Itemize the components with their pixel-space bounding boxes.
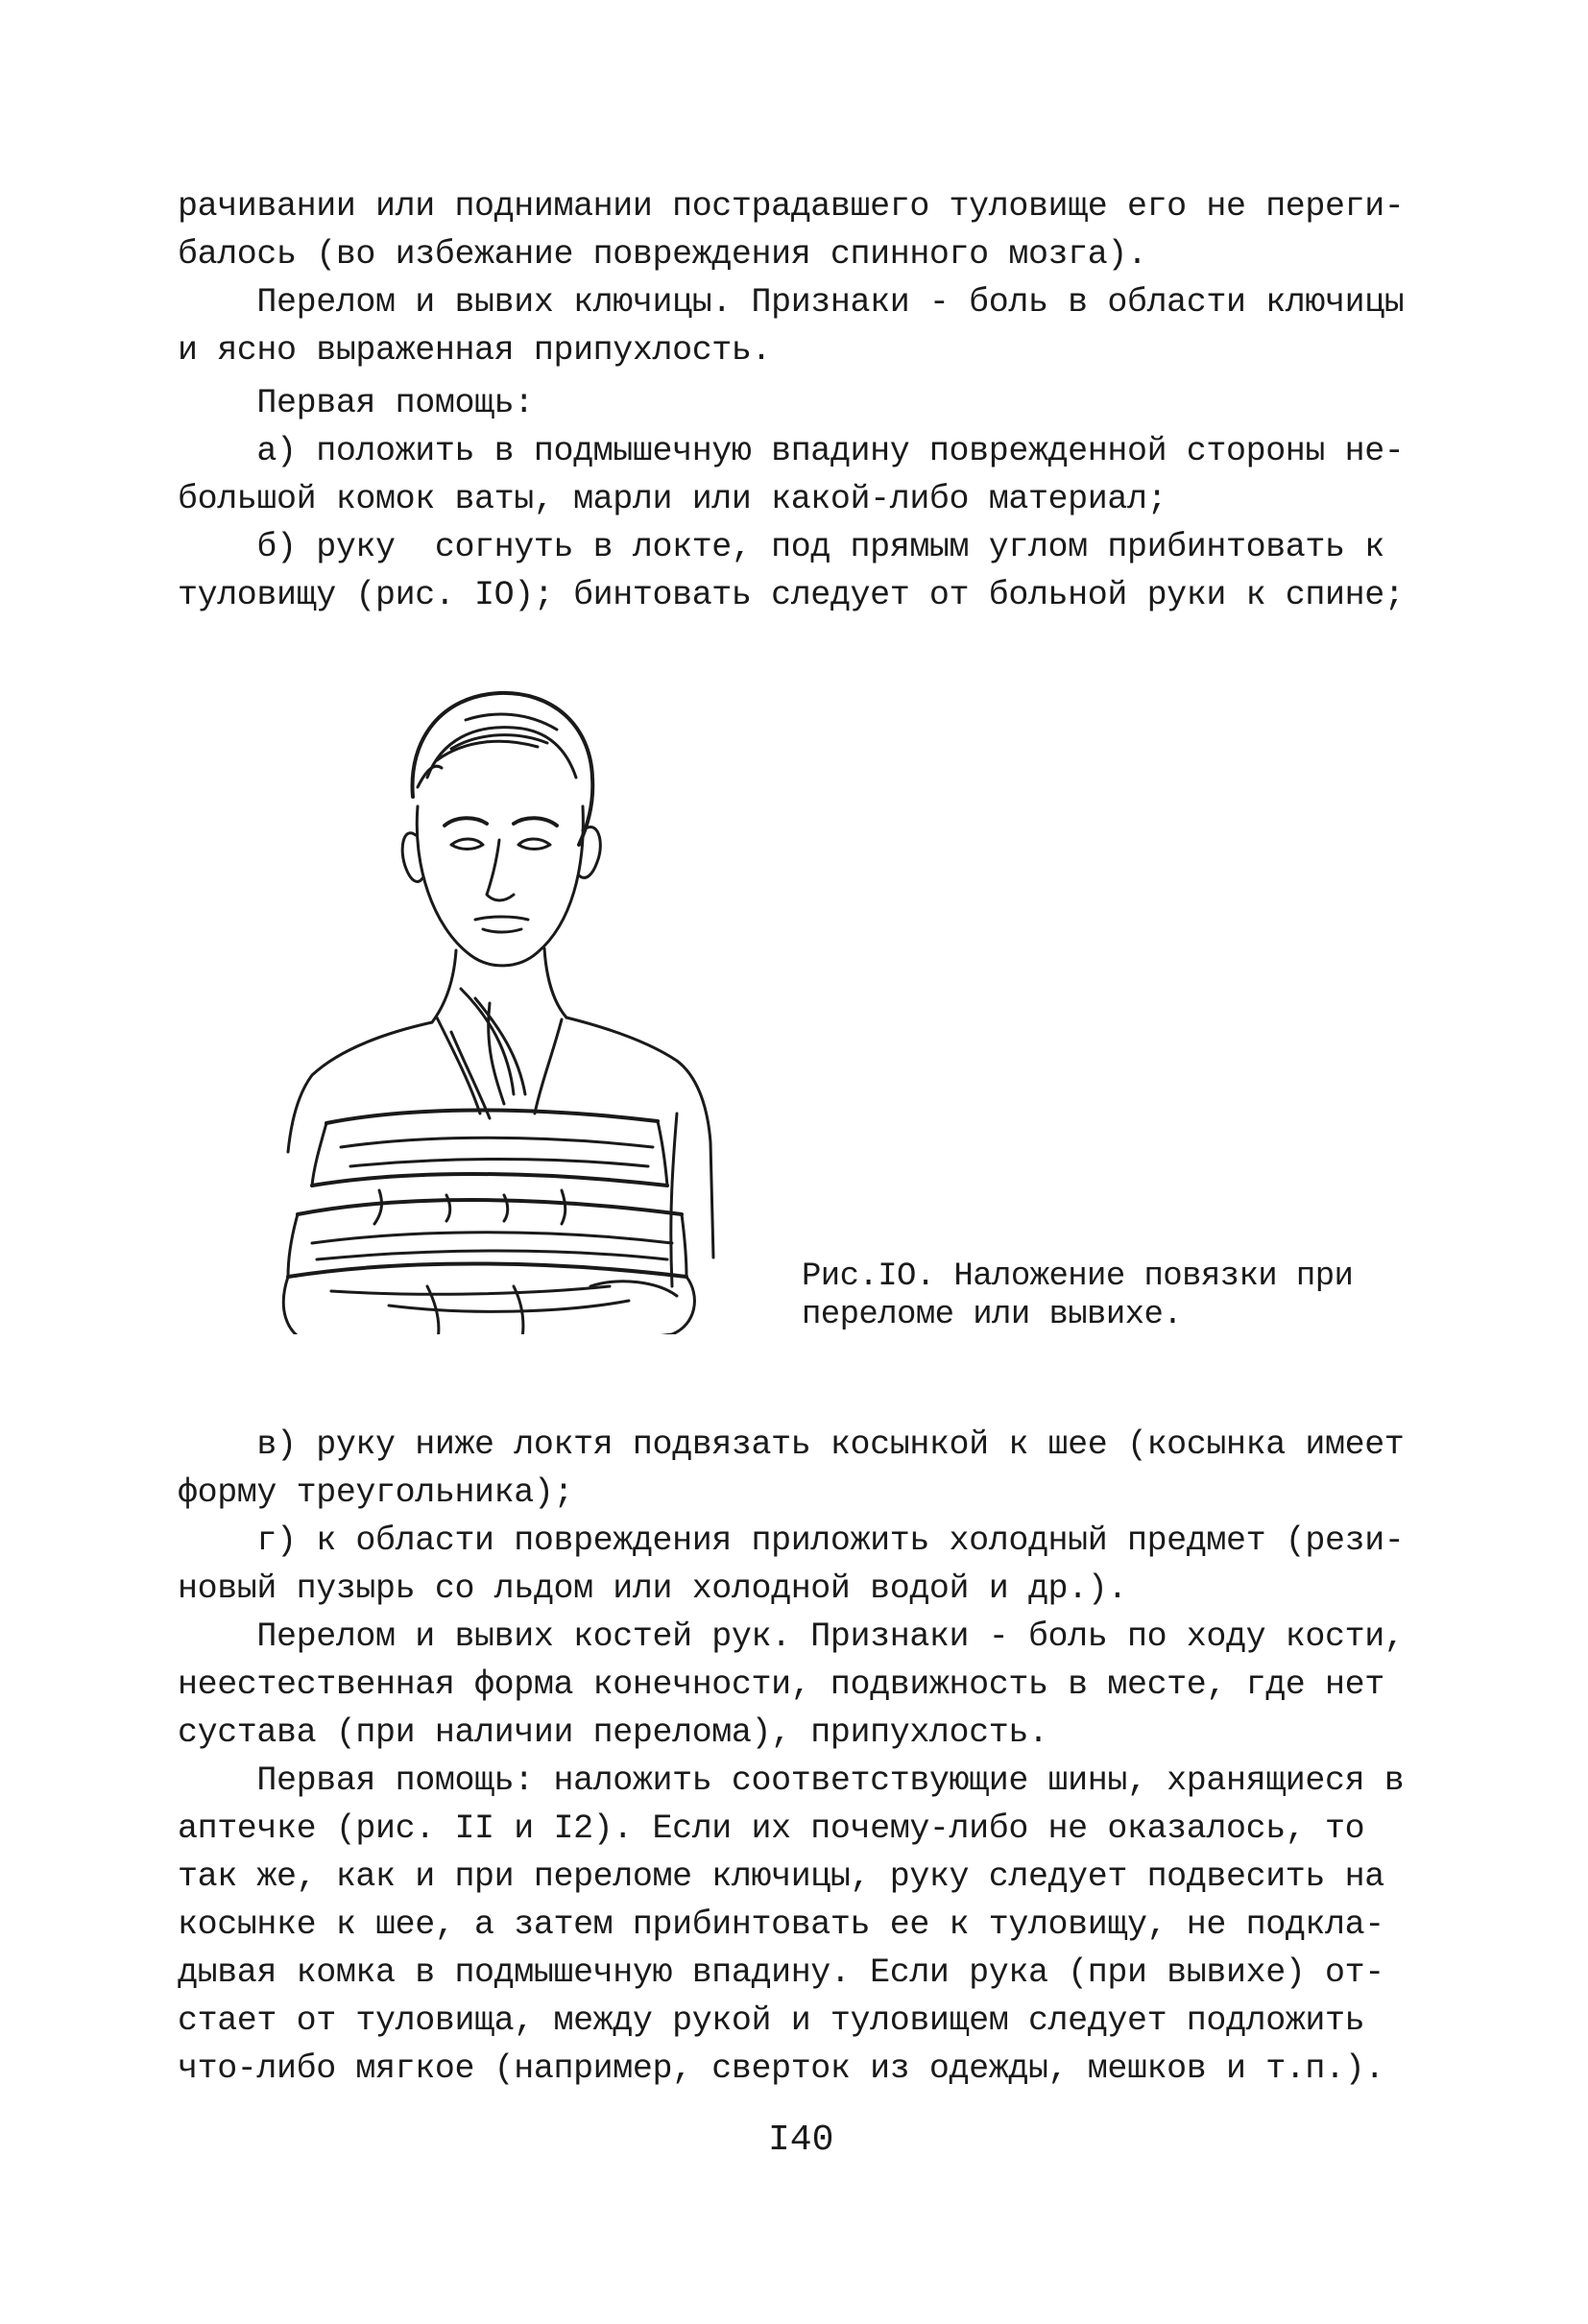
text-line: в) руку ниже локтя подвязать косынкой к шее (косынка имеет [178, 1426, 1405, 1464]
text-line: Первая помощь: наложить соответствующие шины, хранящиеся в [178, 1761, 1405, 1800]
page-number: I40 [768, 2120, 834, 2161]
text-line: форму треугольника); [178, 1473, 574, 1512]
text-line: стает от туловища, между рукой и туловищем следует подложить [178, 2001, 1365, 2040]
text-line: г) к области повреждения приложить холодный предмет (рези- [178, 1521, 1405, 1560]
text-line: Перелом и вывих костей рук. Признаки - боль по ходу кости, [178, 1617, 1405, 1656]
text-line: аптечке (рис. II и I2). Если их почему-либо не оказалось, то [178, 1809, 1365, 1848]
text-line: сустава (при наличии перелома), припухлость. [178, 1713, 1048, 1752]
text-line: что-либо мягкое (например, сверток из одежды, мешков и т.п.). [178, 2049, 1384, 2088]
text-line: рачивании или поднимании пострадавшего туловище его не переги- [178, 187, 1405, 226]
text-line: новый пузырь со льдом или холодной водой и др.). [178, 1569, 1127, 1608]
text-line: балось (во избежание повреждения спинного мозга). [178, 235, 1147, 274]
text-line: так же, как и при переломе ключицы, руку следует подвесить на [178, 1857, 1384, 1896]
text-line: туловищу (рис. IO); бинтовать следует от больной руки к спине; [178, 576, 1405, 614]
text-line: большой комок ваты, марли или какой-либо материал; [178, 480, 1167, 518]
caption-line: переломе или вывихе. [802, 1297, 1183, 1333]
text-line: неестественная форма конечности, подвижность в месте, где нет [178, 1665, 1384, 1704]
text-line: б) руку согнуть в локте, под прямым углом прибинтовать к [178, 528, 1384, 566]
text-line: дывая комка в подмышечную впадину. Если рука (при вывихе) от- [178, 1953, 1384, 1992]
text-line: и ясно выраженная припухлость. [178, 331, 772, 370]
text-line: Первая помощь: [178, 384, 534, 422]
text-line: а) положить в подмышечную впадину поврежденной стороны не- [178, 432, 1405, 470]
text-line: Перелом и вывих ключицы. Признаки - боль в области ключицы [178, 283, 1405, 322]
text-line: косынке к шее, а затем прибинтовать ее к туловищу, не подкла- [178, 1905, 1384, 1944]
bandage-illustration [274, 672, 734, 1334]
caption-line: Рис.IO. Наложение повязки при [802, 1258, 1354, 1295]
